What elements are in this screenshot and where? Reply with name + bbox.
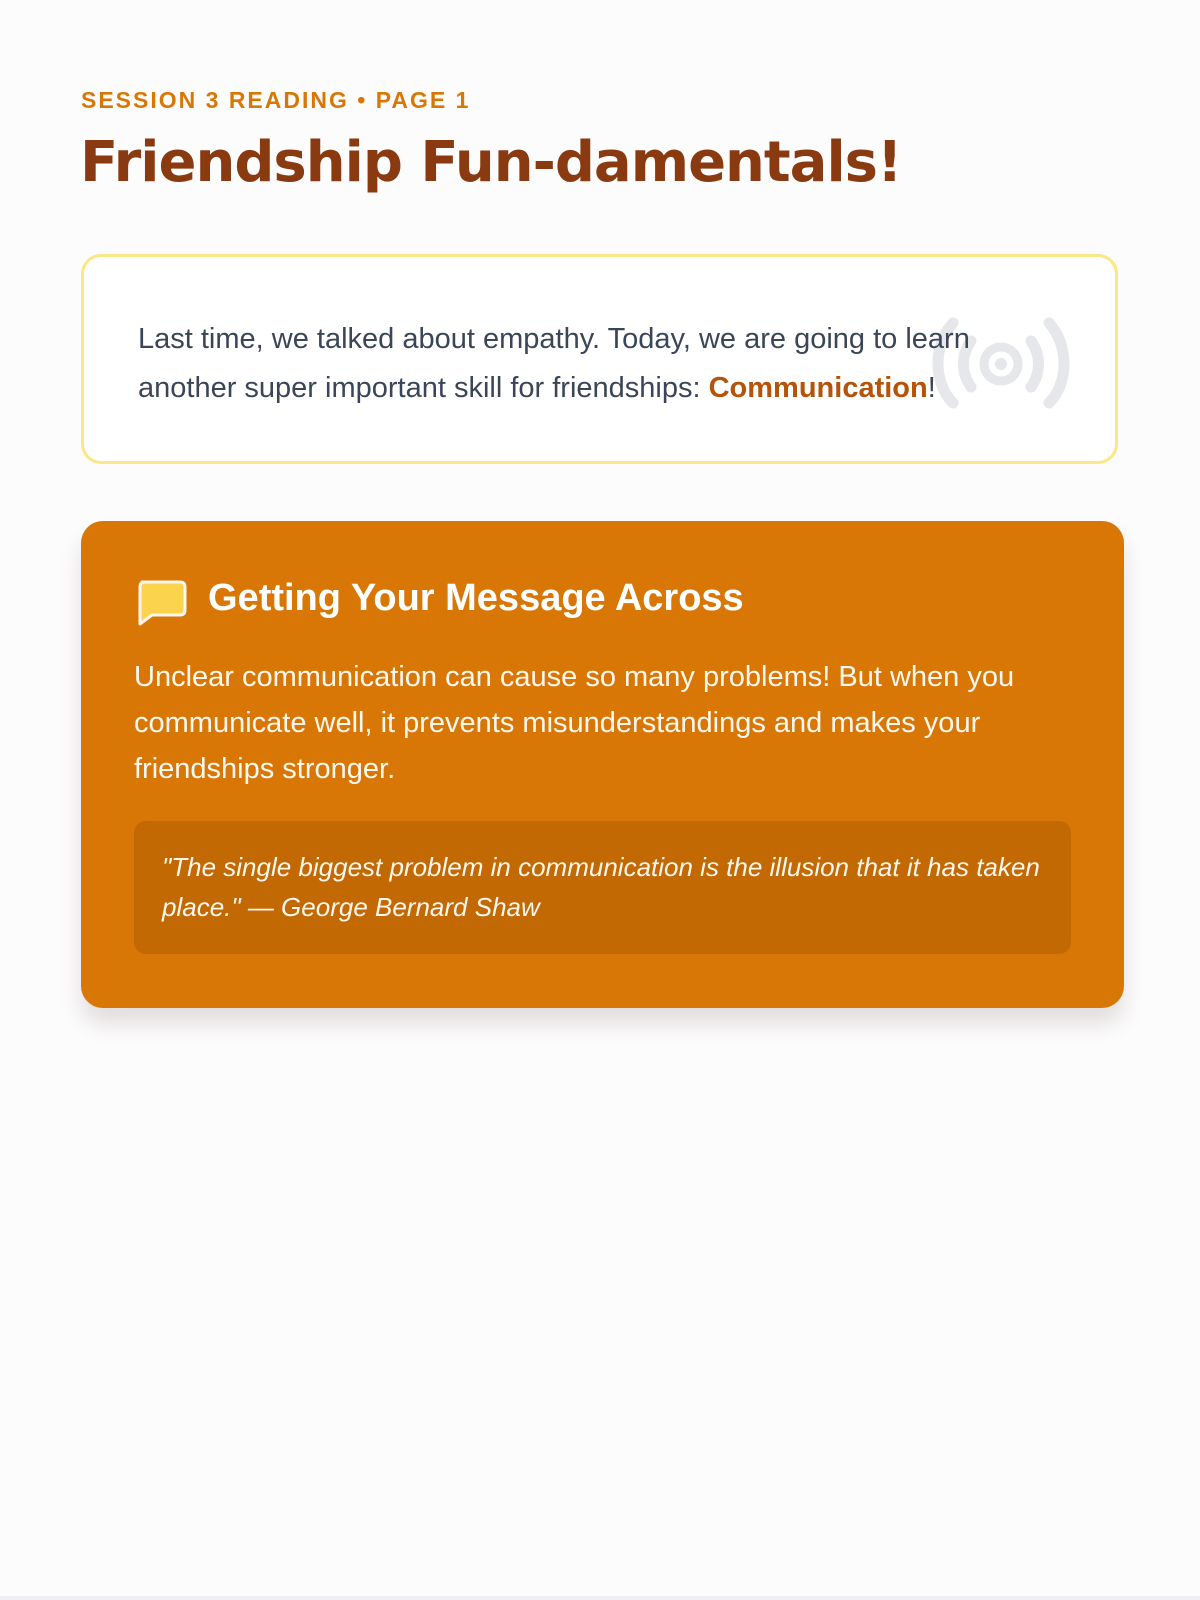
communication-highlight: Communication	[708, 372, 928, 404]
intro-paragraph	[138, 315, 1068, 413]
shaw-quote: "The single biggest problem in communication is the illusion that it has taken place." — George Bernard Shaw	[162, 852, 1040, 922]
card-title: Getting Your Message Across	[208, 577, 744, 619]
session-eyebrow: SESSION 3 READING • PAGE 1	[81, 87, 471, 113]
card-body: Unclear communication can cause so many problems! But when you communicate well, it prevents misunderstandings and makes your friendships stronger.	[134, 661, 1015, 785]
message-card	[81, 521, 1124, 1008]
intro-text-before: Last time, we talked about empathy. Today, we are going to learn another super important skill for friendships:	[138, 323, 970, 404]
page-title: Friendship Fun-damentals!	[80, 130, 902, 195]
intro-card	[81, 254, 1118, 464]
quote-box	[134, 821, 1071, 954]
chat-bubble-icon	[135, 579, 187, 627]
intro-text-after: !	[927, 372, 936, 404]
page-bottom-edge	[0, 1596, 1200, 1600]
